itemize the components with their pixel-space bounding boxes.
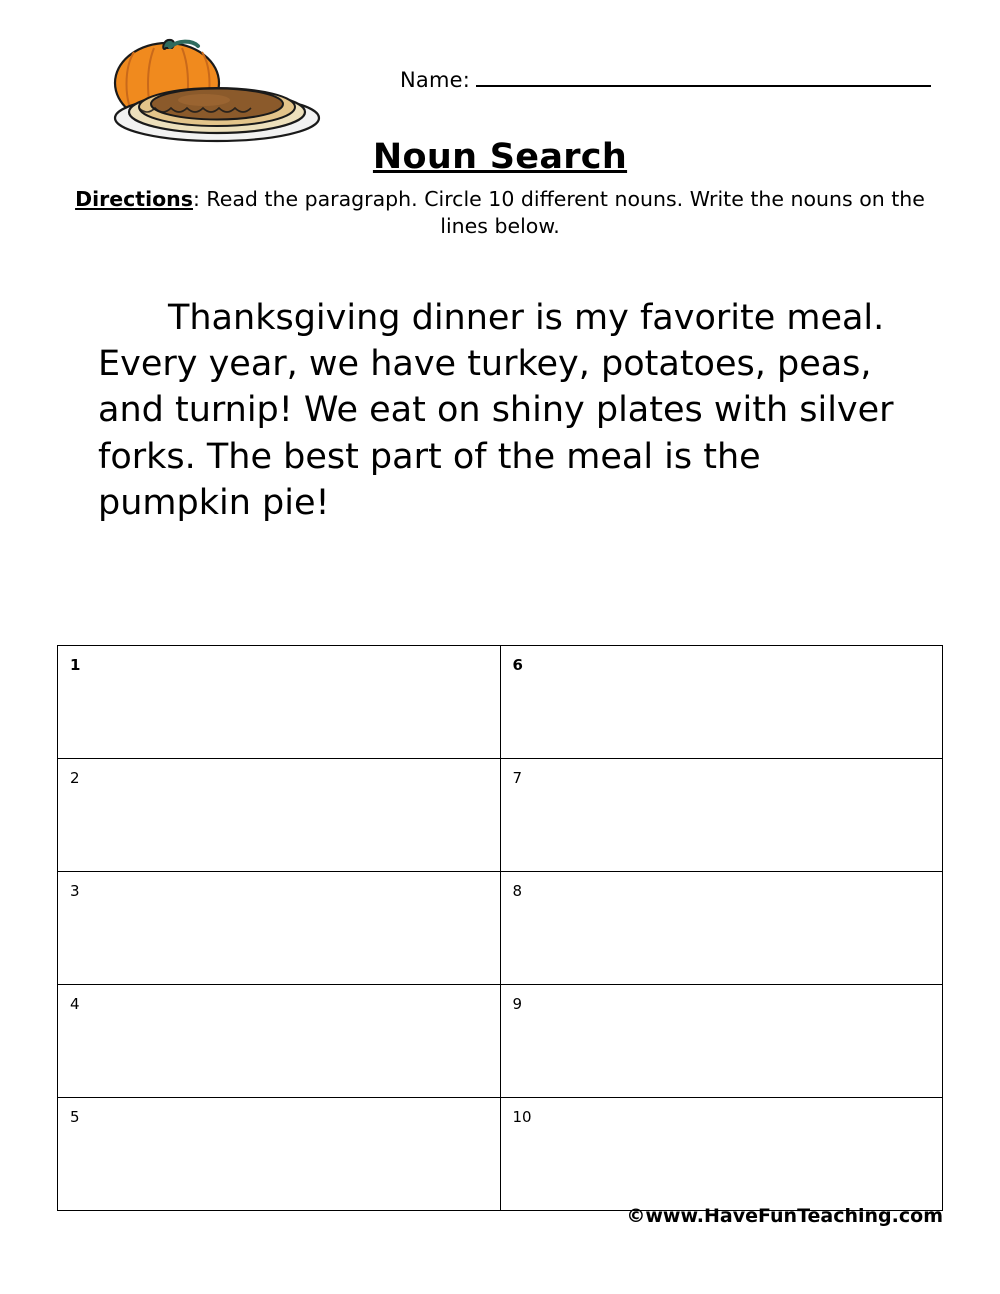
name-input-line[interactable] — [476, 66, 931, 87]
name-row — [400, 66, 931, 92]
reading-paragraph: Thanksgiving dinner is my favorite meal. Every year, we have turkey, potatoes, peas, and turnip! We eat on shiny plates with silver forks. The best part of the meal is the pumpkin pie! — [98, 298, 894, 523]
table-row — [58, 1098, 943, 1211]
table-row — [58, 872, 943, 985]
page-title: Noun Search — [372, 137, 628, 177]
table-row — [58, 985, 943, 1098]
answer-cell-6[interactable]: 6 — [500, 646, 943, 759]
directions — [60, 186, 940, 241]
table-row — [58, 646, 943, 759]
answer-cell-9[interactable]: 9 — [500, 985, 943, 1098]
answer-table — [57, 645, 943, 1211]
answer-cell-4[interactable]: 4 — [58, 985, 501, 1098]
answer-cell-10[interactable]: 10 — [500, 1098, 943, 1211]
answer-cell-8[interactable]: 8 — [500, 872, 943, 985]
table-row — [58, 759, 943, 872]
directions-label: Directions — [75, 187, 193, 211]
name-label: Name: — [400, 68, 471, 92]
pumpkin-pie-illustration — [92, 38, 332, 143]
answer-cell-3[interactable]: 3 — [58, 872, 501, 985]
directions-text: : Read the paragraph. Circle 10 different nouns. Write the nouns on the lines below. — [192, 187, 925, 239]
answer-cell-2[interactable]: 2 — [58, 759, 501, 872]
answer-cell-5[interactable]: 5 — [58, 1098, 501, 1211]
answer-cell-1[interactable]: 1 — [58, 646, 501, 759]
answer-cell-7[interactable]: 7 — [500, 759, 943, 872]
footer-credit: ©www.HaveFunTeaching.com — [626, 1205, 943, 1227]
